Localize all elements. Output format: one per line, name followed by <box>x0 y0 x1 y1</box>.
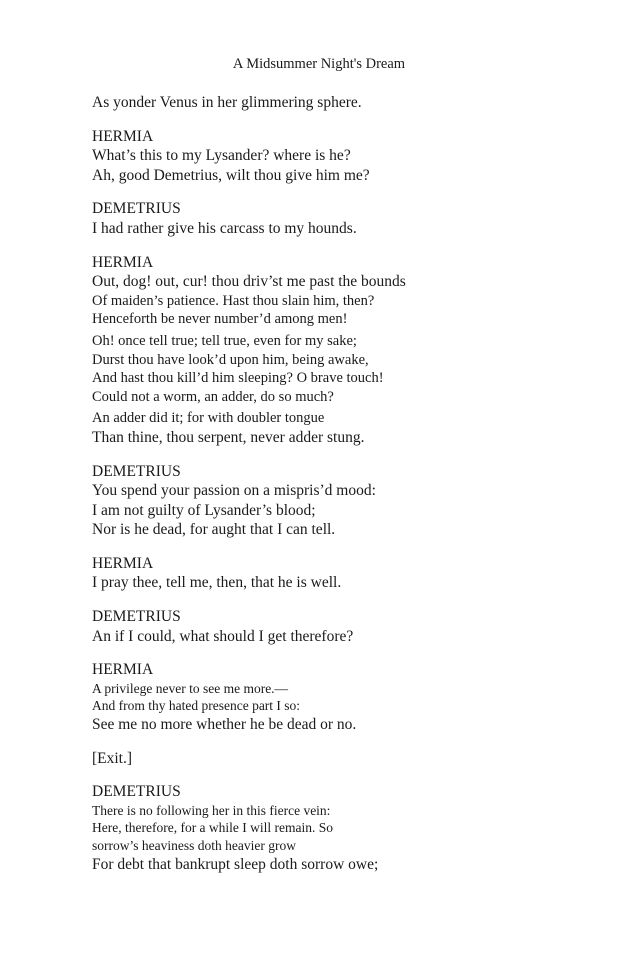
stage-direction: [Exit.] <box>92 749 133 767</box>
verse-line: And from thy hated presence part I so: <box>92 698 301 714</box>
verse-line: Out, dog! out, cur! thou driv’st me past the bounds <box>92 273 406 291</box>
verse-line: sorrow’s heaviness doth heavier grow <box>92 838 296 853</box>
verse-line: Durst thou have look’d upon him, being awake, <box>92 351 369 368</box>
verse-line: As yonder Venus in her glimmering sphere. <box>92 94 362 111</box>
verse-line: Than thine, thou serpent, never adder stung. <box>92 428 365 446</box>
verse-line: An adder did it; for with doubler tongue <box>92 410 325 427</box>
verse-line: I am not guilty of Lysander’s blood; <box>92 501 316 519</box>
verse-line: Here, therefore, for a while I will remain. So <box>92 820 334 836</box>
verse-line: A privilege never to see me more.— <box>92 680 289 696</box>
verse-line: Henceforth be never number’d among men! <box>92 311 348 328</box>
speaker-name: DEMETRIUS <box>92 608 181 626</box>
verse-line: What’s this to my Lysander? where is he? <box>92 147 351 165</box>
verse-line: For debt that bankrupt sleep doth sorrow owe; <box>92 855 379 873</box>
verse-line: Oh! once tell true; tell true, even for my sake; <box>92 332 357 349</box>
page-title: A Midsummer Night's Dream <box>232 56 406 72</box>
verse-line: You spend your passion on a mispris’d mood: <box>92 482 376 500</box>
verse-line: Ah, good Demetrius, wilt thou give him me? <box>92 166 370 184</box>
speaker-name: HERMIA <box>92 253 154 271</box>
verse-line: I pray thee, tell me, then, that he is well. <box>92 574 342 592</box>
script-text <box>92 93 612 874</box>
verse-line: And hast thou kill’d him sleeping? O brave touch! <box>92 370 384 387</box>
speaker-name: DEMETRIUS <box>92 200 181 218</box>
speaker-name: HERMIA <box>92 661 154 679</box>
speaker-name: HERMIA <box>92 554 154 572</box>
verse-line: I had rather give his carcass to my hounds. <box>92 219 357 237</box>
verse-line: Could not a worm, an adder, do so much? <box>92 388 334 405</box>
speaker-name: HERMIA <box>92 127 154 145</box>
verse-line: Of maiden’s patience. Hast thou slain him, then? <box>92 292 375 309</box>
verse-line: See me no more whether he be dead or no. <box>92 716 357 734</box>
verse-line: There is no following her in this fierce vein: <box>92 802 331 818</box>
verse-line: Nor is he dead, for aught that I can tell. <box>92 521 336 539</box>
verse-line: An if I could, what should I get therefore? <box>92 627 354 645</box>
speaker-name: DEMETRIUS <box>92 783 181 801</box>
speaker-name: DEMETRIUS <box>92 462 181 480</box>
